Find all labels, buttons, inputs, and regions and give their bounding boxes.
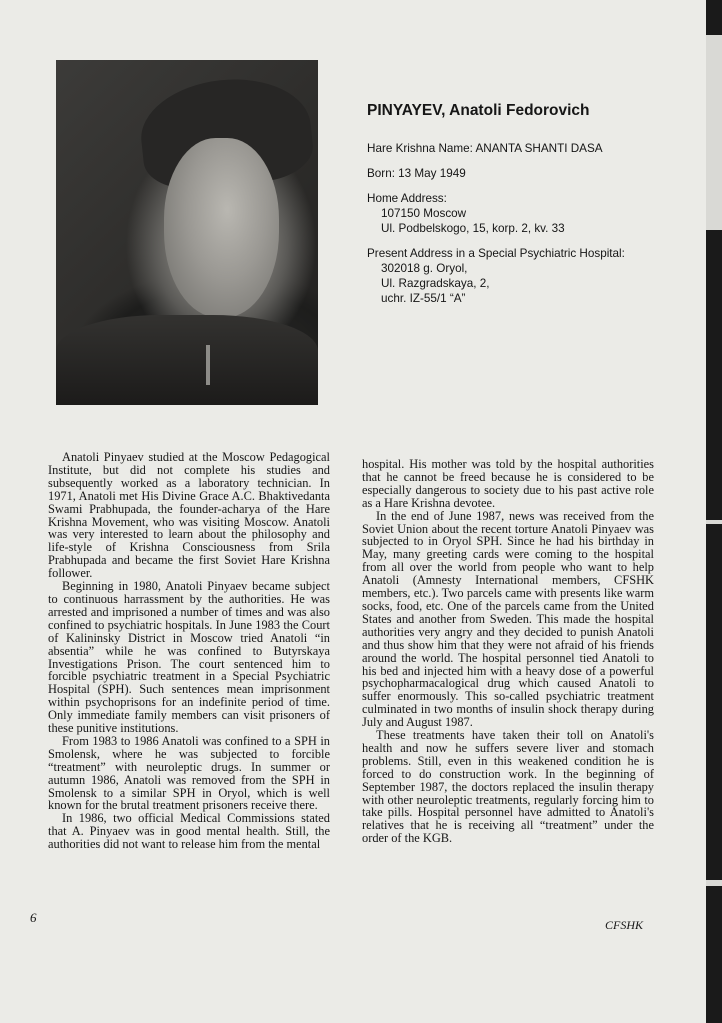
page-number: 6: [30, 910, 37, 925]
home-address-line: 107150 Moscow: [381, 207, 467, 220]
present-address-line: Ul. Razgradskaya, 2,: [381, 277, 490, 290]
scan-edge-notch: [706, 520, 722, 524]
footer-label: CFSHK: [605, 918, 644, 932]
portrait-photo: [56, 60, 318, 405]
home-address-line: Ul. Podbelskogo, 15, korp. 2, kv. 33: [381, 222, 565, 235]
paragraph: Anatoli Pinyaev studied at the Moscow Pedagogical Institute, but did not complete his studies and subsequently worked as a laboratory technician. In 1971, Anatoli met His Divine Grace A.C. Bhaktivedanta Swami Prabhupada, the founder-acharya of the Hare Krishna Movement, who was visiting Moscow. Anatoli was very interested to learn about the philosophy and life-style of Krishna Consciousness from Srila Prabhupada and became the first Soviet Hare Krishna follower.: [48, 450, 330, 581]
paragraph: Beginning in 1980, Anatoli Pinyaev became subject to continuous harrassment by the authorities. He was arrested and imprisoned a number of times and was also confined to psychiatric hospitals. In June 1983 the Court of Kalininsky District in Moscow tried Anatoli “in absentia” while he was confined to Butyrskaya Investigations Prison. The court sentenced him to forcible psychiatric treatment in a Special Psychiatric Hospital (SPH). Such sentences mean imprisonment within psychoprisons for an indefinite period of time. Only immediate family members can visit prisoners of these punitive institutions.: [48, 579, 330, 736]
profile-header: [367, 102, 687, 316]
scan-edge-notch: [706, 35, 722, 230]
home-address-label: Home Address:: [367, 192, 447, 205]
scan-edge-notch: [706, 880, 722, 886]
home-address: [367, 191, 687, 236]
paragraph: These treatments have taken their toll on Anatoli's health and now he suffers severe liver and stomach problems. Still, even in this weakened condition he is forced to do construction work. In the beginning of September 1987, the doctors replaced the insulin therapy with other neuroleptic treatments, regularly forcing him to take pills. Hospital personnel have admitted to Anatoli's relatives that he is receiving all “treatment” under the order of the KGB.: [362, 728, 654, 846]
present-address: [367, 246, 687, 306]
paragraph: hospital. His mother was told by the hospital authorities that he cannot be freed because he is considered to be especially dangerous to society due to his past active role as a Hare Krishna devotee.: [362, 457, 654, 510]
present-address-label: Present Address in a Special Psychiatric Hospital:: [367, 247, 625, 260]
body-column-right: [362, 458, 654, 845]
birth-date: Born: 13 May 1949: [367, 167, 466, 180]
paragraph: From 1983 to 1986 Anatoli was confined to a SPH in Smolensk, where he was subjected to forcible “treatment” with neuroleptic drugs. In summer or autumn 1986, Anatoli was removed from the SPH in Smolensk to a similar SPH in Oryol, which is well known for the brutal treatment prisoners receive there.: [48, 733, 330, 813]
present-address-line: uchr. IZ-55/1 “A”: [381, 292, 466, 305]
person-name: PINYAYEV, Anatoli Fedorovich: [367, 102, 590, 119]
paragraph: In 1986, two official Medical Commissions stated that A. Pinyaev was in good mental health. Still, the authorities did not want to release him from the mental: [48, 811, 330, 852]
paragraph: In the end of June 1987, news was received from the Soviet Union about the recent torture Anatoli Pinyaev was subjected to in Oryol SPH. Since he had his birthday in May, many greeting cards were coming to the hospital from all over the world from people who want to help Anatoli (Amnesty International members, CFSHK members, etc.). Two parcels came with presents like warm socks, food, etc. One of the parcels came from the United States and another from Sweden. This made the hospital authorities very angry and they decided to punish Anatoli and thus show him that they were not afraid of his friends around the world. The hospital personnel tied Anatoli to his bed and injected him with a heavy dose of a powerful psychopharmacalogical drug which caused Anatoli to suffer enormously. This so-called psychiatric treatment culminated in two months of insulin shock therapy during July and August 1987.: [362, 508, 654, 730]
hare-krishna-name: Hare Krishna Name: ANANTA SHANTI DASA: [367, 142, 603, 155]
body-column-left: [48, 451, 330, 851]
present-address-line: 302018 g. Oryol,: [381, 262, 468, 275]
